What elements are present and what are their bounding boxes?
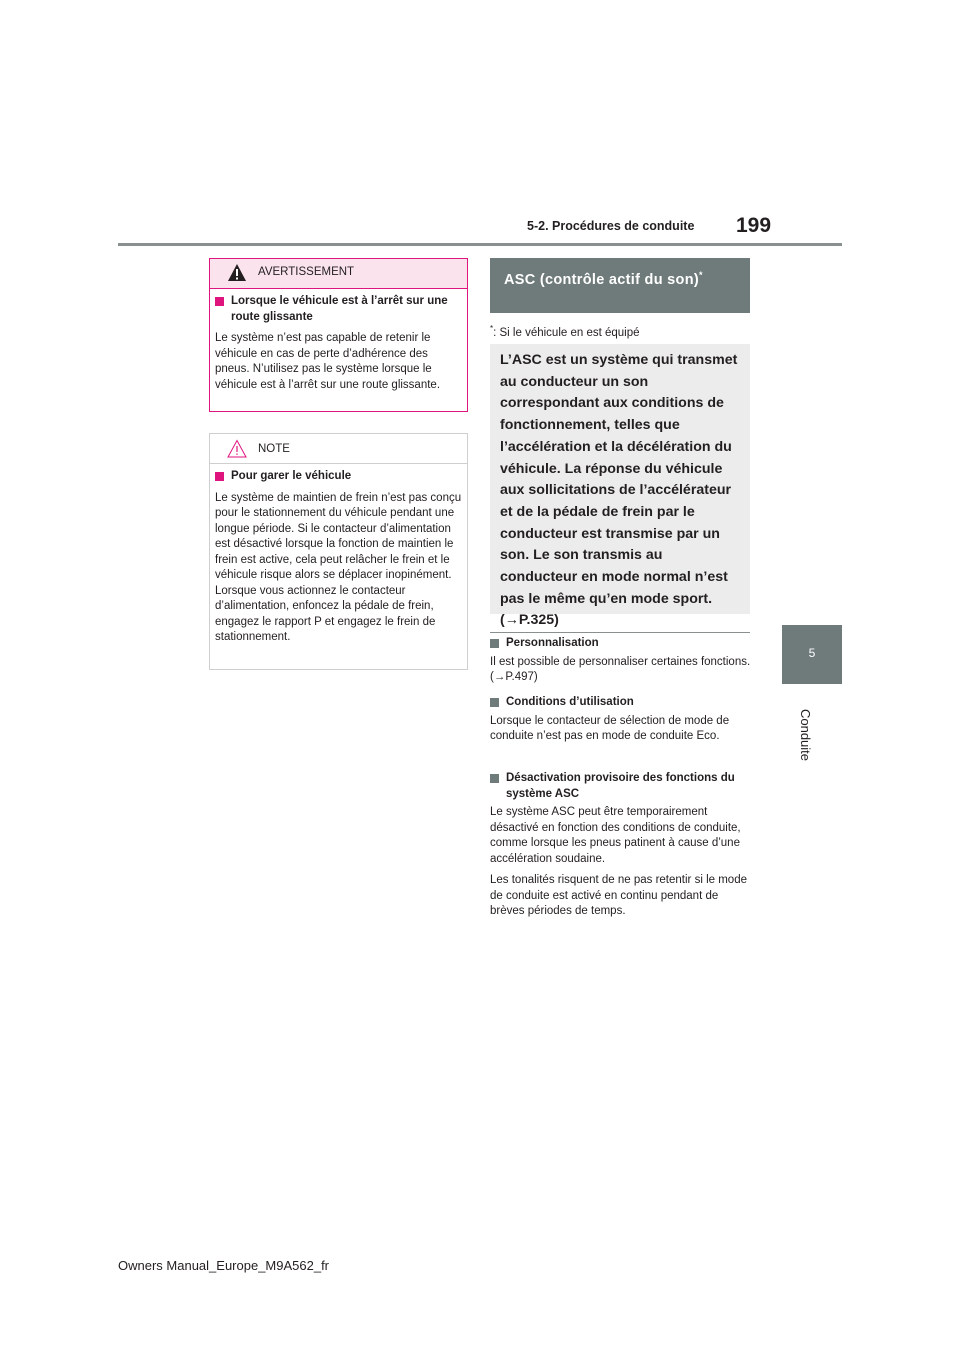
section-heading: ASC (contrôle actif du son)* [490,258,750,313]
note-header [210,434,467,464]
subsection-heading: Désactivation provisoire des fonctions du système ASC [490,771,752,802]
note-body: Le système de maintien de frein n’est pas conçu pour le stationnement du véhicule pendant une longue période. Si le contacteur d’alimentation est désactivé lorsque la fonction de maintien le frein est active, cela peut relâcher le frein et le véhicule risque alors se déplacer inopinément. Lorsque vous actionnez le contacteur d’alimentation, enfoncez la pédale de frein, engagez le rapport P et engagez le frein de stationnement. [215,491,462,643]
bullet-square-icon [490,698,499,707]
subsection-heading: Conditions d’utilisation [490,695,752,711]
page-footer: Owners Manual_Europe_M9A562_fr [118,1258,330,1273]
subsection-heading: Personnalisation [490,636,752,652]
running-header-section: 5-2. Procédures de conduite [527,219,695,233]
warning-box [209,258,468,412]
note-box [209,433,468,670]
bullet-square-icon [490,639,499,648]
bullet-square-icon [215,472,224,481]
subsection-desactivation [490,771,752,929]
header-rule [118,243,842,246]
subsection-paragraph: Le système ASC peut être temporairement désactivé en fonction des conditions de conduite, comme lorsque les pneus patinent à cause d’une accélération soudaine. [490,806,741,865]
warning-subheading: Lorsque le véhicule est à l’arrêt sur une route glissante [215,294,462,325]
section-footnote: *: Si le véhicule en est équipé [490,324,640,339]
subsection-paragraph: Les tonalités risquent de ne pas retentir si le mode de conduite est activé en continu pendant de brèves périodes de temps. [490,874,747,917]
subsection-conditions [490,695,752,754]
warning-title: AVERTISSEMENT [258,266,355,278]
section-rule [490,632,750,633]
chapter-label: Conduite [798,708,813,762]
caution-triangle-icon [227,439,247,459]
warning-header [210,259,467,289]
subsection-paragraph: Il est possible de personnaliser certaines fonctions. (→P.497) [490,655,751,683]
page-number: 199 [736,214,772,237]
chapter-tab: 5 [782,625,842,684]
subsection-paragraph: Lorsque le contacteur de sélection de mode de conduite n’est pas en mode de conduite Eco. [490,714,730,742]
warning-body: Le système n’est pas capable de retenir le véhicule en cas de perte d’adhérence des pneus. N’utilisez pas le système lorsque le véhicule est à l’arrêt sur une route glissante. [215,332,441,391]
note-subheading: Pour garer le véhicule [215,469,462,485]
subsection-personnalisation [490,636,752,695]
bullet-square-icon [490,774,499,783]
note-title: NOTE [258,443,290,455]
warning-triangle-icon [227,263,247,283]
bullet-square-icon [215,297,224,306]
section-title-mark: * [699,270,703,280]
section-intro: L’ASC est un système qui transmet au conducteur un son correspondant aux conditions de fonctionnement, telles que l’accélération et la décélération du véhicule. La réponse du véhicule aux sollicitations de l’accélérateur et de la pédale de frein par le conducteur est transmise par un son. Le son transmis au conducteur en mode normal n’est pas le même qu’en mode sport. (→P.325) [490,344,750,614]
